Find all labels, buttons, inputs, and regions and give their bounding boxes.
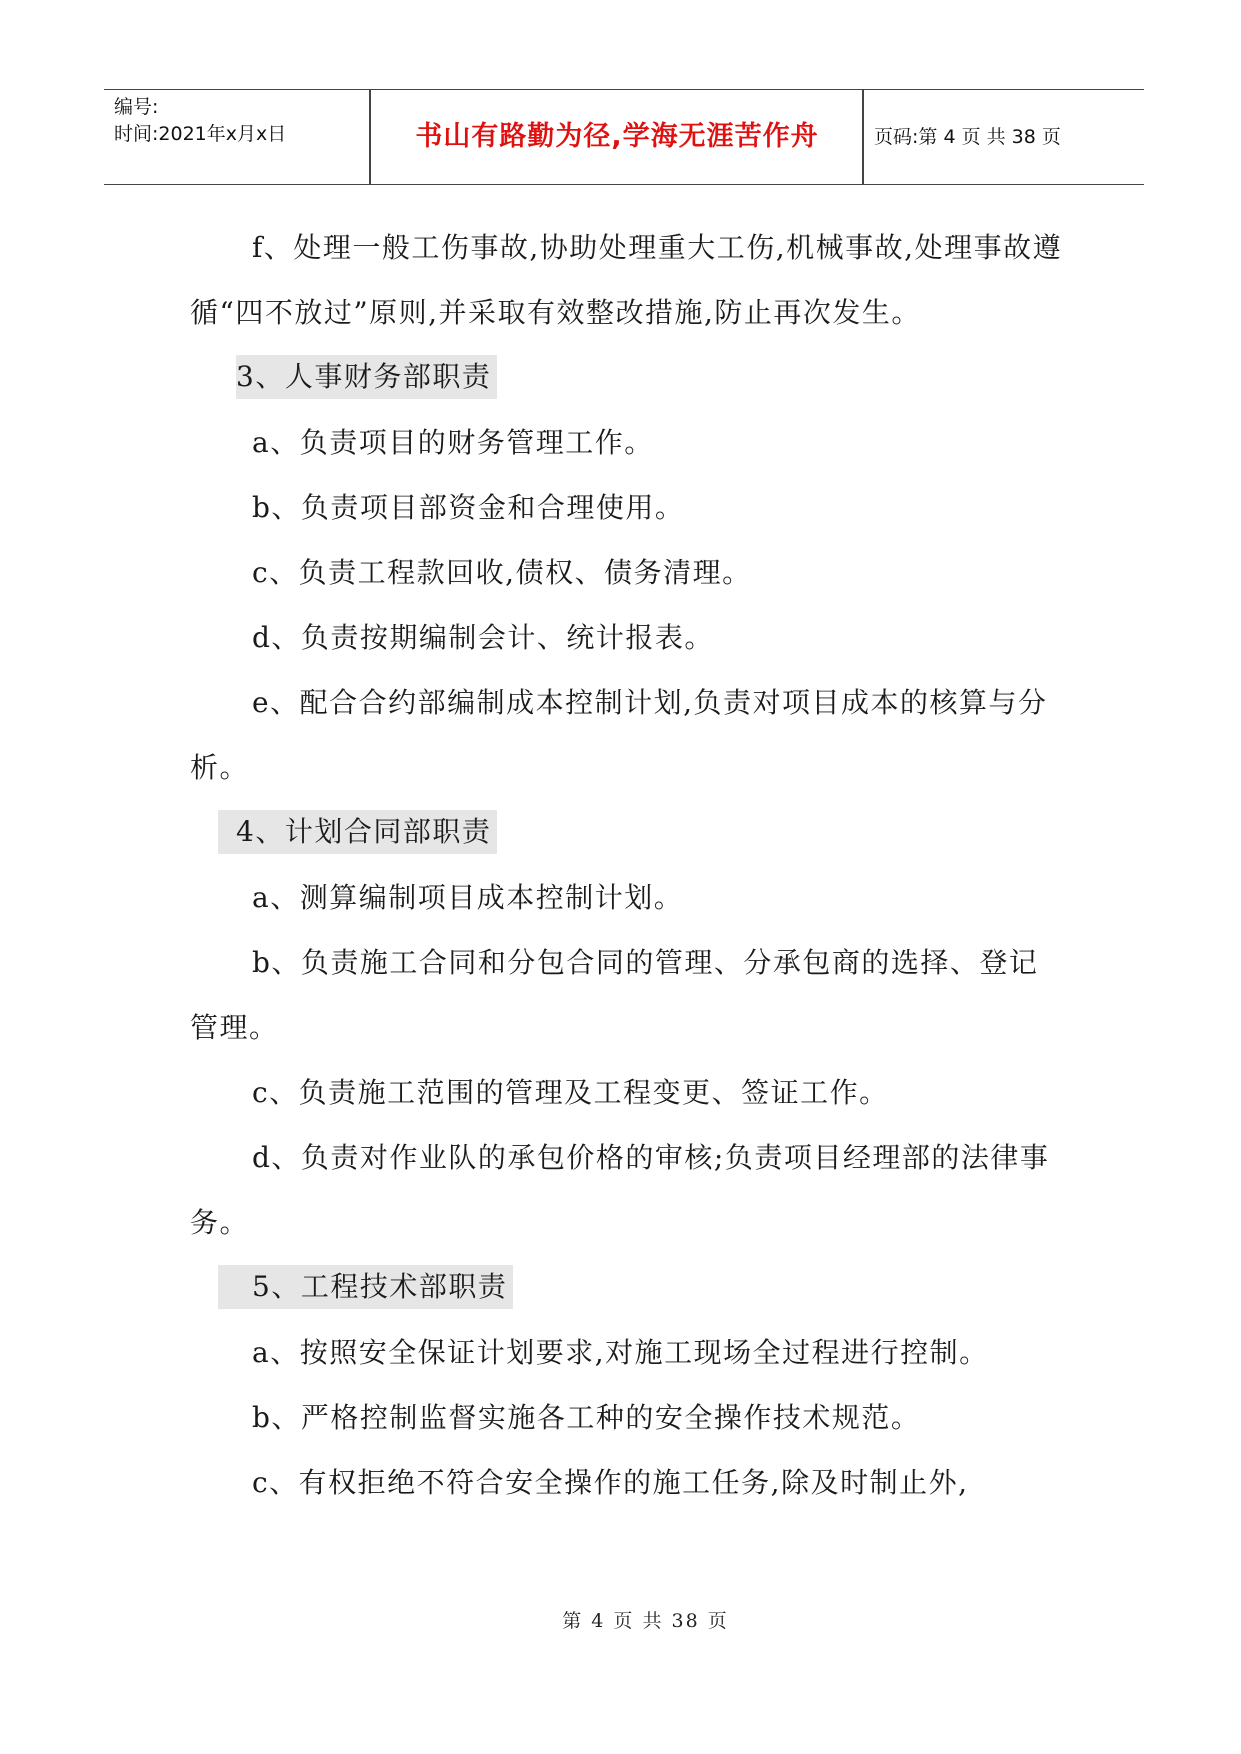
page-footer: 第 4 页 共 38 页 [562, 1610, 729, 1632]
document-body [190, 215, 1065, 1515]
list-item: b、负责施工合同和分包合同的管理、分承包商的选择、登记管理。 [190, 946, 1039, 1044]
list-item: c、负责施工范围的管理及工程变更、签证工作。 [252, 1076, 889, 1109]
header-divider [369, 90, 371, 184]
document-header [104, 89, 1144, 185]
list-item: b、严格控制监督实施各工种的安全操作技术规范。 [252, 1401, 921, 1434]
header-divider [862, 90, 864, 184]
section-heading-contracts: 4、计划合同部职责 [218, 810, 497, 854]
header-meta [114, 94, 364, 148]
list-item: c、有权拒绝不符合安全操作的施工任务,除及时制止外, [252, 1466, 969, 1499]
list-item: b、负责项目部资金和合理使用。 [252, 491, 685, 524]
document-time-label: 时间:2021年x月x日 [114, 123, 287, 145]
list-item: d、负责按期编制会计、统计报表。 [252, 621, 714, 654]
list-item: e、配合合约部编制成本控制计划,负责对项目成本的核算与分析。 [190, 686, 1048, 784]
list-item: a、按照安全保证计划要求,对施工现场全过程进行控制。 [252, 1336, 989, 1369]
section-heading-engineering: 5、工程技术部职责 [218, 1265, 513, 1309]
paragraph-item-f: f、处理一般工伤事故,协助处理重大工伤,机械事故,处理事故遵循“四不放过”原则,并采取有效整改措施,防止再次发生。 [190, 231, 1063, 329]
section-heading-hr-finance: 3、人事财务部职责 [236, 355, 497, 399]
document-number-label: 编号: [114, 96, 159, 118]
header-motto: 书山有路勤为径,学海无涯苦作舟 [415, 121, 819, 152]
list-item: a、测算编制项目成本控制计划。 [252, 881, 684, 914]
list-item: a、负责项目的财务管理工作。 [252, 426, 654, 459]
header-page-number: 页码:第 4 页 共 38 页 [874, 126, 1061, 148]
list-item: d、负责对作业队的承包价格的审核;负责项目经理部的法律事务。 [190, 1141, 1050, 1239]
list-item: c、负责工程款回收,债权、债务清理。 [252, 556, 752, 589]
